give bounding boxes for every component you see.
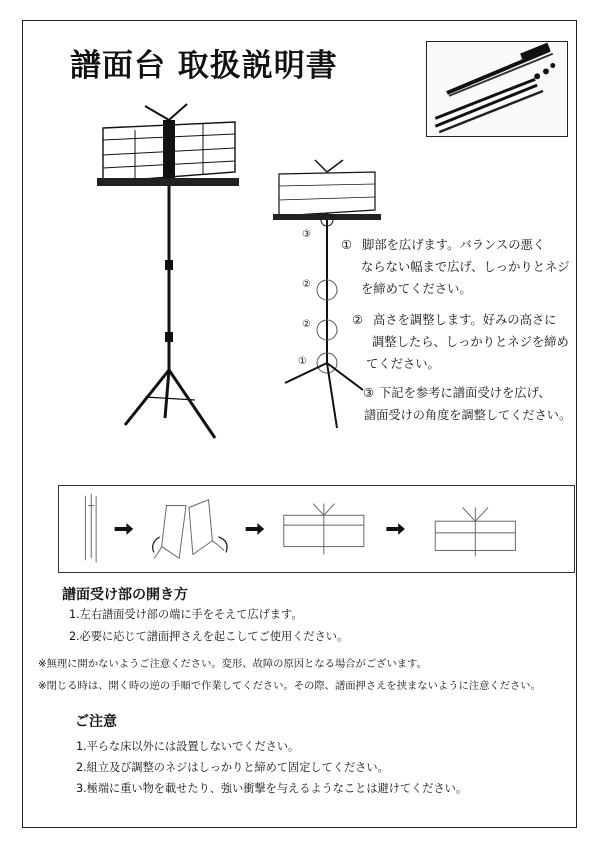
step-number: ③ [363, 386, 375, 400]
caution-heading: ご注意 [75, 714, 117, 730]
opening-diagram [58, 485, 575, 573]
opening-item: 2.必要に応じて譜面押さえを起こしてご使用ください。 [69, 630, 349, 643]
step-text: 下記を参考に譜面受けを広げ、 [379, 386, 551, 400]
step-text: てください。 [366, 357, 440, 371]
step-number: ② [352, 313, 364, 327]
opening-heading: 譜面受け部の開き方 [62, 587, 188, 603]
step-text: 脚部を広げます。バランスの悪く [362, 238, 546, 252]
stand-label: ① [298, 356, 307, 367]
step-text: 譜面受けの角度を調整してください。 [364, 408, 572, 422]
caution-item: 3.極端に重い物を載せたり、強い衝撃を与えるようなことは避けてください。 [76, 782, 468, 795]
step-text: を締めてください。 [361, 282, 472, 296]
warning-note: ※閉じる時は、開く時の逆の手順で作業してください。その際、譜面押さえを挟まないように注意ください。 [38, 680, 541, 692]
opening-item: 1.左右譜面受け部の端に手をそえて広げます。 [69, 608, 303, 621]
page-title: 譜面台 取扱説明書 [70, 48, 338, 84]
step-text: 高さを調整します。好みの高さに [373, 313, 557, 327]
step-number: ① [341, 238, 353, 252]
caution-item: 1.平らな床以外には設置しないでください。 [76, 740, 300, 753]
step-text: 調整したら、しっかりとネジを締め [372, 335, 569, 349]
rotate-arrow-icon [153, 537, 227, 553]
warning-note: ※無理に開かないようご注意ください。変形、故障の原因となる場合がございます。 [38, 658, 427, 670]
music-stand-illustration [85, 100, 255, 445]
step-text: ならない幅まで広げ、しっかりとネジ [361, 260, 570, 274]
caution-item: 2.組立及び調整のネジはしっかりと締めて固定してください。 [76, 761, 389, 774]
stand-label: ② [302, 319, 311, 330]
carry-bag-photo [426, 41, 568, 137]
stand-label: ③ [302, 229, 311, 240]
stand-label: ② [302, 279, 311, 290]
